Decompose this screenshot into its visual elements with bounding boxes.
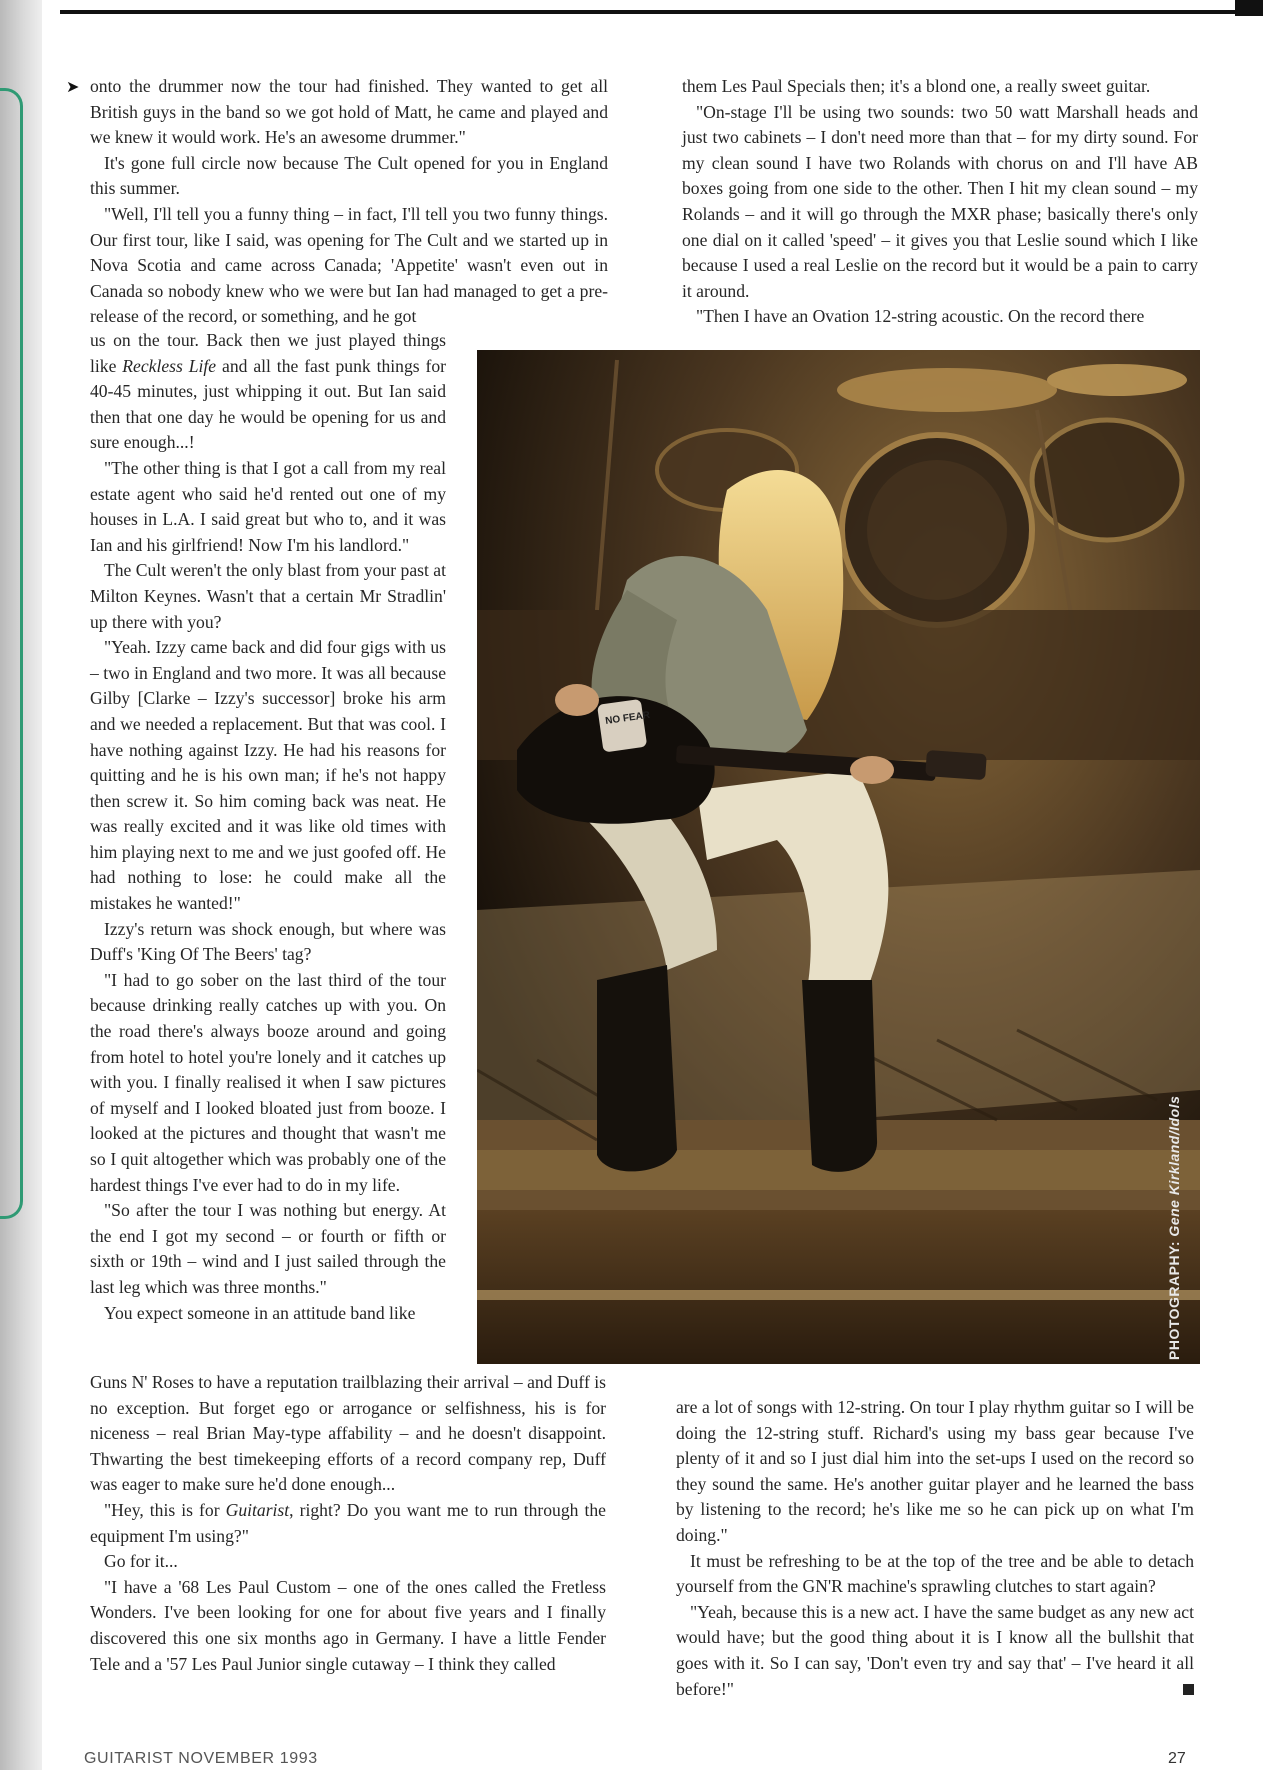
paragraph: Izzy's return was shock enough, but where was Duff's 'King Of The Beers' tag? bbox=[90, 918, 446, 965]
photo-credit bbox=[1166, 1096, 1182, 1360]
text-run: , right? Do you want me to run through the equipment I'm using?" bbox=[90, 1499, 606, 1546]
paragraph: onto the drummer now the tour had finished. They wanted to get all British guys in the band so we got hold of Matt, he came and played and we knew it would work. He's an awesome drummer." bbox=[90, 76, 608, 148]
text-run: us on the tour. Back then we just played things like bbox=[90, 330, 446, 376]
page-number: 27 bbox=[1168, 1750, 1186, 1767]
column-left-narrow bbox=[90, 328, 446, 1326]
text-run: and all the fast punk things for 40-45 minutes, just whipping it out. But Ian said then that one day he would be opening for us and sure enough...! bbox=[90, 355, 447, 453]
text-run: "Yeah, because this is a new act. I have the same budget as any new act would have; but the good thing about it is I know all the bullshit that goes with it. So I can say, 'Don't even try and say that' – I've heard it all before!" bbox=[676, 1601, 1194, 1699]
column-right-top bbox=[682, 74, 1198, 330]
paragraph: Go for it... bbox=[104, 1551, 178, 1572]
top-rule bbox=[60, 10, 1263, 14]
paragraph bbox=[90, 1498, 606, 1549]
paragraph: Guns N' Roses to have a reputation trailblazing their arrival – and Duff is no exception. But forget ego or arrogance or selfishness, his is for niceness – real Brian May-type affability – and he doesn't disappoint. Thwarting the best timekeeping efforts of a record company rep, Duff was eager to make sure he'd done enough... bbox=[90, 1372, 606, 1495]
paragraph: "The other thing is that I got a call from my real estate agent who said he'd rented out one of my houses in L.A. I said great but who to, and it was Ian and his girlfriend! Now I'm his landlord." bbox=[90, 457, 446, 555]
paragraph: The Cult weren't the only blast from your past at Milton Keynes. Wasn't that a certain Mr Stradlin' up there with you? bbox=[90, 560, 446, 632]
column-right-bottom bbox=[676, 1395, 1194, 1702]
credit-label: PHOTOGRAPHY: bbox=[1166, 1240, 1182, 1360]
concert-photo bbox=[477, 350, 1200, 1364]
top-corner-mark bbox=[1235, 0, 1263, 16]
paragraph: It's gone full circle now because The Cult opened for you in England this summer. bbox=[90, 152, 608, 199]
paragraph: It must be refreshing to be at the top of the tree and be able to detach yourself from the GN'R machine's sprawling clutches to start again? bbox=[676, 1550, 1194, 1597]
section-tab-marker bbox=[0, 88, 23, 1219]
paragraph: You expect someone in an attitude band like bbox=[104, 1302, 416, 1323]
paragraph: are a lot of songs with 12-string. On tour I play rhythm guitar so I will be doing the 12-string stuff. Richard's using my bass gear because I've plenty of it and so I just dial him into the set-ups I used on the record so they sound the same. He's another guitar player and he learned the bass by listening to the record; he's like me so he can pick up on what I'm doing." bbox=[676, 1397, 1194, 1545]
text-run: "Hey, this is for bbox=[104, 1499, 226, 1520]
paragraph bbox=[676, 1600, 1194, 1702]
column-left-bottom bbox=[90, 1370, 606, 1677]
paragraph: "On-stage I'll be using two sounds: two 50 watt Marshall heads and just two cabinets – I don't need more than that – for my dirty sound. For my clean sound I have two Rolands with chorus on and I'll have AB boxes going from one side to the other. Then I hit my clean sound – my Rolands – and it will go through the MXR phase; basically there's only one dial on it called 'speed' – it gives you that Leslie sound which I like because I used a real Leslie on the record but it would be a pain to carry it around. bbox=[682, 101, 1198, 301]
end-of-article-icon bbox=[1183, 1684, 1194, 1695]
footer-magazine-issue: GUITARIST NOVEMBER 1993 bbox=[84, 1750, 318, 1767]
magazine-title: Guitarist bbox=[225, 1499, 290, 1520]
guitar-sticker-text: NO FEAR bbox=[604, 709, 651, 727]
song-title: Reckless Life bbox=[122, 355, 217, 376]
column-left-top bbox=[90, 74, 608, 330]
paragraph: "Well, I'll tell you a funny thing – in fact, I'll tell you two funny things. Our first tour, like I said, was opening for The Cult and we started up in Nova Scotia and came across Canada; 'Appetite' wasn't even out in Canada so nobody knew who we were but Ian had managed to get a pre-release of the record, or something, and he got bbox=[90, 203, 608, 327]
paragraph: them Les Paul Specials then; it's a blond one, a really sweet guitar. bbox=[682, 76, 1151, 96]
photo-illustration bbox=[477, 350, 1200, 1364]
paragraph: "So after the tour I was nothing but energy. At the end I got my second – or fourth or fifth or sixth or 19th – wind and I just sailed through the last leg which was three months." bbox=[90, 1200, 446, 1297]
continued-arrow-icon: ➤ bbox=[66, 79, 80, 96]
paragraph: "I had to go sober on the last third of the tour because drinking really catches up with you. On the road there's always booze around and going from hotel to hotel you're lonely and it catches up with you. I finally realised it when I saw pictures of myself and I looked bloated just from booze. I looked at the pictures and thought that wasn't me so I quit altogether which was probably one of the hardest things I've ever had to do in my life. bbox=[90, 969, 446, 1195]
paragraph: "I have a '68 Les Paul Custom – one of the ones called the Fretless Wonders. I've been looking for one for about five years and I finally discovered this one six months ago in Germany. I have a little Fender Tele and a '57 Les Paul Junior single cutaway – I think they called bbox=[90, 1576, 606, 1674]
paragraph: "Then I have an Ovation 12-string acoustic. On the record there bbox=[696, 306, 1145, 327]
credit-name: Gene Kirkland/Idols bbox=[1166, 1095, 1182, 1237]
paragraph bbox=[90, 328, 446, 456]
paragraph: "Yeah. Izzy came back and did four gigs with us – two in England and two more. It was all because Gilby [Clarke – Izzy's successor] broke his arm and we needed a replacement. But that was cool. I have nothing against Izzy. He had his reasons for quitting and he is his own man; if he's not happy then screw it. So him coming back was neat. He was really excited and it was like old times with him playing next to me and we just goofed off. He had nothing to lose: he could make all the mistakes he wanted!" bbox=[90, 637, 446, 914]
